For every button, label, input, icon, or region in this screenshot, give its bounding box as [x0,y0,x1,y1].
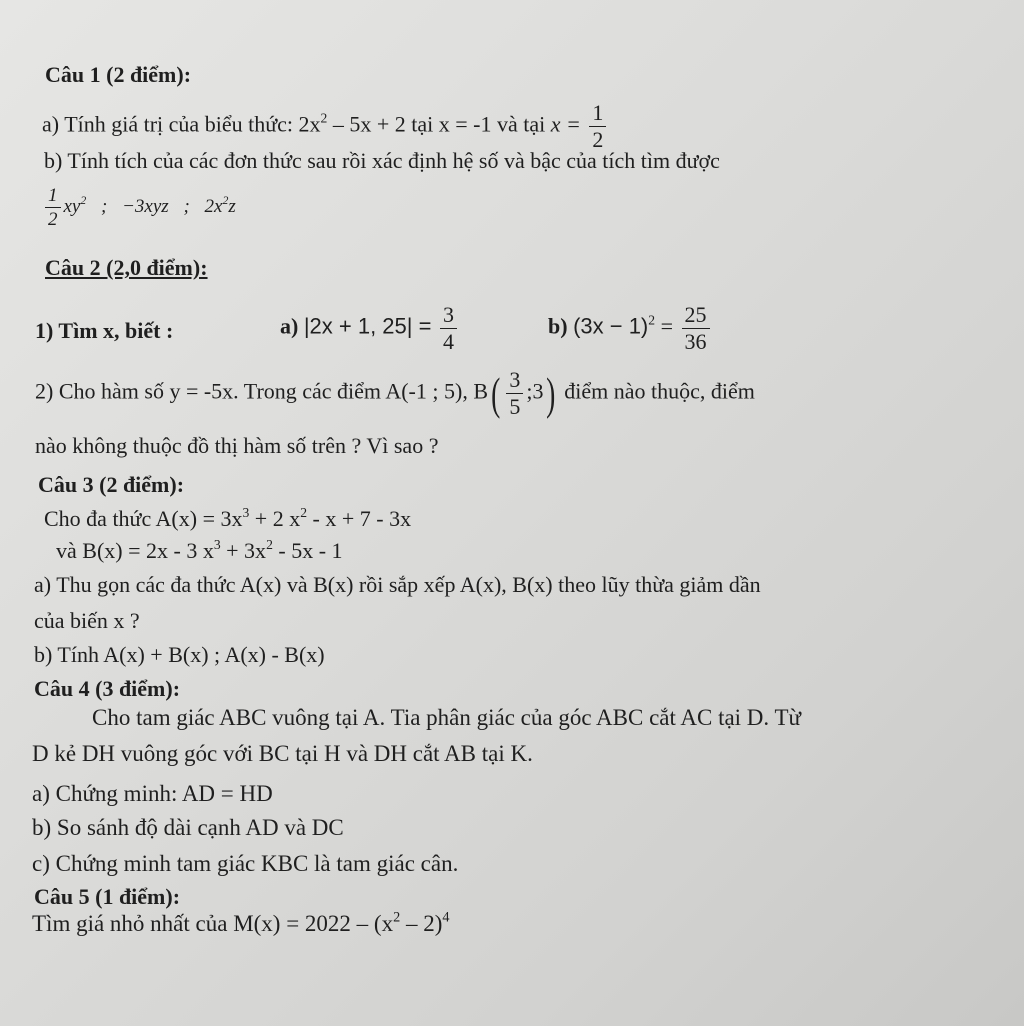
q1-a-rest: – 5x + 2 tại x = -1 và tại [327,111,551,137]
q4-part-b: b) So sánh độ dài cạnh AD và DC [32,815,344,840]
mono1-num: 1 [45,186,61,208]
q2-eq-a [280,304,460,353]
q1-part-b: b) Tính tích của các đơn thức sau rồi xác định hệ số và bậc của tích tìm được [44,148,720,173]
q4-part-a: a) Chứng minh: AD = HD [32,781,273,806]
q5-line1 [32,910,450,938]
q3-line1 [44,506,411,532]
q3-part-a-l1: a) Thu gọn các đa thức A(x) và B(x) rồi sắp xếp A(x), B(x) theo lũy thừa giảm dần [34,572,761,597]
q3-title: Câu 3 (2 điểm): [38,472,185,497]
q3-part-a-l2: của biến x ? [34,608,140,633]
mono3-exp: 2 [222,194,229,208]
q5-title: Câu 5 (1 điểm): [34,884,181,909]
q2-b-frac-num: 25 [682,304,710,329]
q1-a-x: x = [550,111,581,137]
q2-b-exp: 2 [648,312,656,328]
q2-eq-b [548,304,713,353]
q2-p2-frac-num: 3 [506,369,523,394]
mono1-den: 2 [48,209,58,230]
q2-a-fraction [440,304,457,353]
q3-line2 [56,538,343,564]
q1-a-text: a) Tính giá trị của biểu thức: 2x [42,111,321,137]
separator: ; [101,195,108,217]
q2-a-label: a) [280,313,299,339]
q1-a-fraction [589,102,606,151]
q5-l1-e1: 2 [393,909,401,926]
q1-part-a [42,102,609,151]
q2-p2-line2: nào không thuộc đồ thị hàm số trên ? Vì sao ? [35,433,439,458]
q3-l1-e1: 3 [242,505,250,521]
q1-title: Câu 1 (2 điểm): [45,62,192,87]
q1-monomials [42,186,236,229]
q1-a-exp: 2 [320,110,328,126]
q1-a-frac-num: 1 [589,102,606,127]
q4-line2: D kẻ DH vuông góc với BC tại H và DH cắt AB tại K. [32,741,533,766]
paren-close: ) [546,368,556,419]
q2-p2-text: 2) Cho hàm số y = -5x. Trong các điểm A(-1 ; 5), B [35,378,488,404]
q4-part-c: c) Chứng minh tam giác KBC là tam giác cân. [32,851,459,876]
q3-l2b: + 3x [220,538,267,563]
q2-p2-fraction [506,369,523,418]
mono3-z: z [228,195,236,217]
q2-a-frac-den: 4 [442,329,454,354]
q3-l1a: Cho đa thức A(x) = 3x [44,506,243,531]
q2-p2-semi: ;3 [526,378,544,404]
separator: ; [183,195,190,217]
mono3-var: 2x [204,195,223,217]
mono1-fraction [45,186,61,229]
q2-a-frac-num: 3 [440,304,457,329]
mono1-exp: 2 [80,194,87,208]
q2-p2 [35,366,755,421]
q3-l1-e2: 2 [300,505,308,521]
q3-l2a: và B(x) = 2x - 3 x [56,538,214,563]
q2-b-label: b) [548,313,568,339]
q2-b-expr: (3x − 1) [573,313,649,339]
mono2: −3xyz [122,195,169,217]
q3-part-b: b) Tính A(x) + B(x) ; A(x) - B(x) [34,642,325,667]
q2-b-frac-den: 36 [684,329,707,354]
q1-a-frac-den: 2 [592,127,604,152]
q3-l1c: - x + 7 - 3x [307,506,412,531]
q2-p2-rest: điểm nào thuộc, điểm [564,378,755,404]
mono1-var: xy [63,195,81,217]
q2-p2-frac-den: 5 [509,394,521,420]
q5-l1b: – 2) [400,911,443,936]
q2-p1-label: 1) Tìm x, biết : [35,318,174,343]
q2-b-fraction [682,304,710,353]
q2-a-expr: |2x + 1, 25| = [303,313,432,339]
paren-open: ( [491,368,501,419]
q5-l1-e2: 4 [442,909,450,926]
q4-title: Câu 4 (3 điểm): [34,676,181,701]
q2-b-eq: = [660,313,673,339]
q3-l2-e2: 2 [266,537,273,553]
q2-title: Câu 2 (2,0 điểm): [45,255,208,280]
q5-l1a: Tìm giá nhỏ nhất của M(x) = 2022 – (x [32,911,394,936]
q3-l1b: + 2 x [249,506,301,531]
q3-l2-e1: 3 [213,537,221,553]
q3-l2c: - 5x - 1 [272,538,343,563]
q4-line1: Cho tam giác ABC vuông tại A. Tia phân giác của góc ABC cắt AC tại D. Từ [92,705,802,730]
